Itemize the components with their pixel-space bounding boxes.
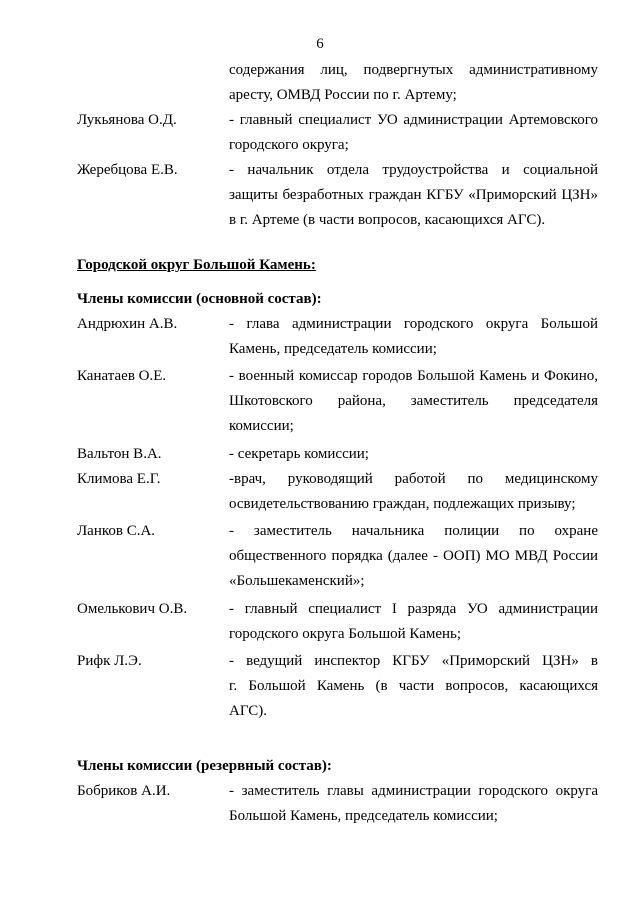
main-members-heading: Члены комиссии (основной состав): <box>77 291 322 307</box>
section-heading: Городской округ Большой Камень: <box>77 257 316 273</box>
member-name: Андрюхин А.В. <box>77 316 178 332</box>
member-role-line: - секретарь комиссии; <box>229 446 369 462</box>
member-role-line: - глава администрации городского округа Большой <box>229 316 598 332</box>
page-number: 6 <box>316 36 324 52</box>
member-role-line: Шкотовского района, заместитель председателя <box>229 393 598 409</box>
member-role-line: общественного порядка (далее - ООП) МО МВД России <box>229 548 598 564</box>
member-role-line: освидетельствованию граждан, подлежащих призыву; <box>229 496 576 512</box>
member-role-line: комиссии; <box>229 418 294 434</box>
member-name: Климова Е.Г. <box>77 471 161 487</box>
member-role-line: АГС). <box>229 703 268 719</box>
member-role-line: городского округа Большой Камень; <box>229 626 462 642</box>
member-role-line: - военный комиссар городов Большой Камень и Фокино, <box>229 368 598 384</box>
member-role-line: - ведущий инспектор КГБУ «Приморский ЦЗН» в <box>229 653 598 669</box>
member-name: Жеребцова Е.В. <box>77 162 178 178</box>
continuation-line-2: аресту, ОМВД России по г. Артему; <box>229 87 457 103</box>
member-role-line: - начальник отдела трудоустройства и социальной <box>229 162 598 178</box>
member-role-line: Большой Камень, председатель комиссии; <box>229 808 498 824</box>
member-name: Ланков С.А. <box>77 523 156 539</box>
member-role-line: г. Большой Камень (в части вопросов, касающихся <box>229 678 598 694</box>
member-name: Рифк Л.Э. <box>77 653 142 669</box>
member-role-line: «Большекаменский»; <box>229 573 365 589</box>
member-role-line: -врач, руководящий работой по медицинскому <box>229 471 598 487</box>
member-role-line: - главный специалист УО администрации Артемовского <box>229 112 598 128</box>
member-name: Канатаев О.Е. <box>77 368 167 384</box>
member-role-line: - заместитель начальника полиции по охране <box>229 523 598 539</box>
reserve-members-heading: Члены комиссии (резервный состав): <box>77 758 332 774</box>
member-role-line: - главный специалист I разряда УО администрации <box>229 601 598 617</box>
member-role-line: в г. Артеме (в части вопросов, касающихся АГС). <box>229 212 546 228</box>
member-role-line: Камень, председатель комиссии; <box>229 341 437 357</box>
member-name: Лукьянова О.Д. <box>77 112 177 128</box>
member-name: Омелькович О.В. <box>77 601 188 617</box>
member-role-line: городского округа; <box>229 137 349 153</box>
member-name: Вальтон В.А. <box>77 446 162 462</box>
continuation-line-1: содержания лиц, подвергнутых административному <box>229 62 598 78</box>
member-role-line: защиты безработных граждан КГБУ «Приморский ЦЗН» <box>229 187 598 203</box>
member-name: Бобриков А.И. <box>77 783 171 799</box>
member-role-line: - заместитель главы администрации городского округа <box>229 783 598 799</box>
